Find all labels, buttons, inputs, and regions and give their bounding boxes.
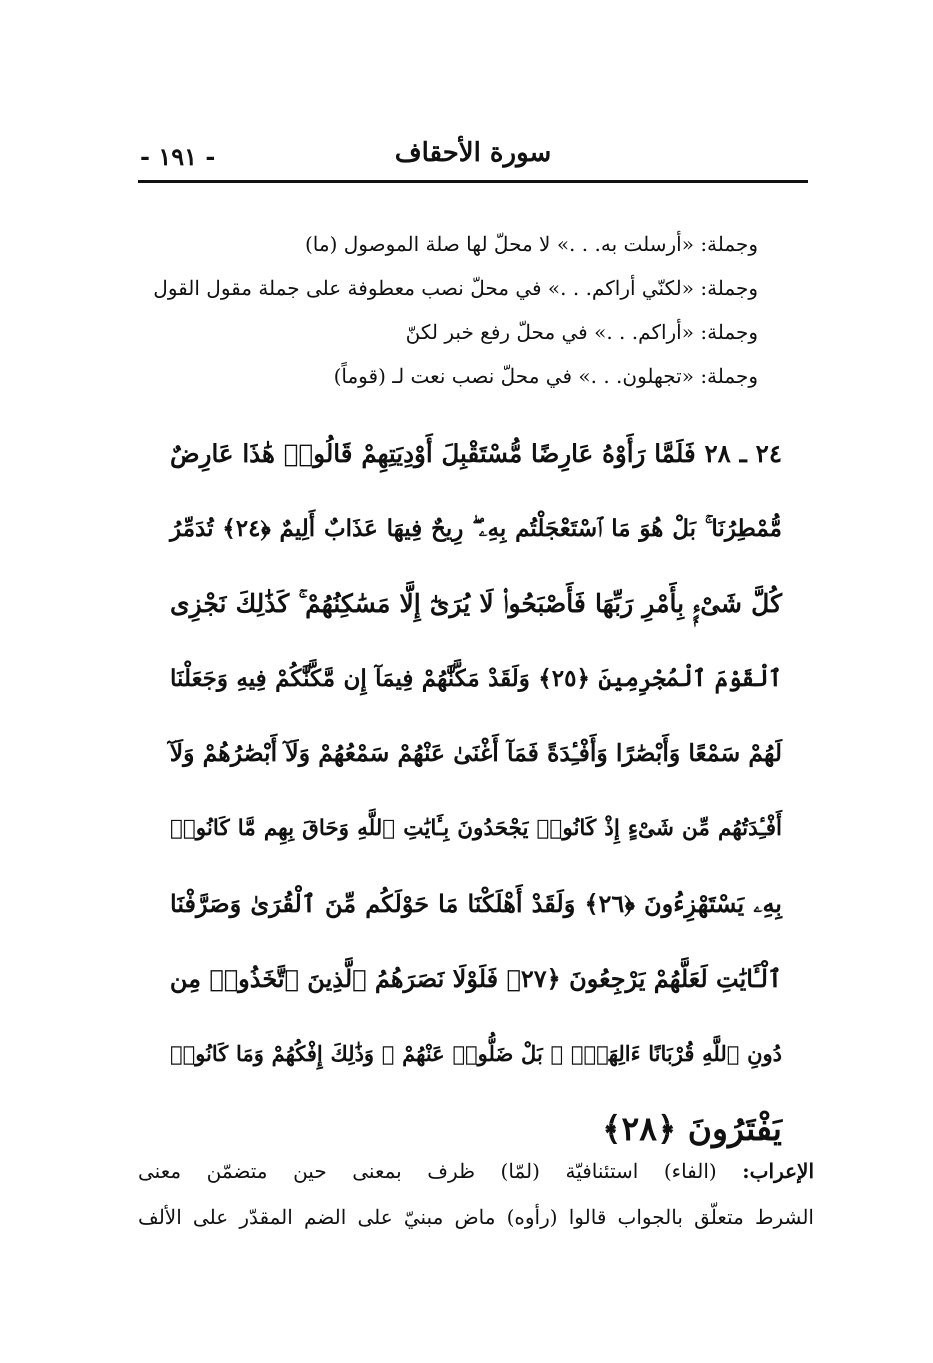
verse-line: يَفْتَرُونَ ﴿٢٨﴾ (602, 1109, 782, 1148)
note-line: وجملة: «أراكم. . .» في محلّ رفع خبر لكنّ (405, 320, 758, 344)
i3rab-line: الشرط متعلّق بالجواب قالوا (رأوه) ماض مبنيّ على الضم المقدّر على الألف (138, 1205, 814, 1229)
surah-title: سورة الأحقاف (394, 138, 552, 168)
verse-line: ٱلْـَٔايَٰتِ لَعَلَّهُمْ يَرْجِعُونَ ﴿٢٧﴾ فَلَوْلَا نَصَرَهُمُ ٱلَّذِينَ ٱتَّخَذُوا۟ مِن (169, 964, 782, 993)
verse-line: كُلَّ شَىْءٍۭ بِأَمْرِ رَبِّهَا فَأَصْبَحُوا۟ لَا يُرَىٰٓ إِلَّا مَسَٰكِنُهُمْ ۚ كَذَٰلِكَ نَجْزِى (170, 589, 782, 618)
note-line: وجملة: «أرسلت به. . .» لا محلّ لها صلة الموصول (ما) (304, 232, 758, 256)
verse-line: ٢٤ ـ ٢٨ فَلَمَّا رَأَوْهُ عَارِضًا مُّسْتَقْبِلَ أَوْدِيَتِهِمْ قَالُوا۟ هَٰذَا عَارِضٌ (170, 439, 782, 468)
note-line: وجملة: «لكنّي أراكم. . .» في محلّ نصب معطوفة على جملة مقول القول (153, 276, 758, 300)
grammar-notes (138, 222, 758, 398)
header-rule (138, 180, 808, 183)
quran-verses (170, 416, 782, 1166)
i3rab-line (138, 1148, 814, 1194)
verse-line: مُّمْطِرُنَا ۚ بَلْ هُوَ مَا ٱسْتَعْجَلْتُم بِهِۦ ۖ رِيحٌ فِيهَا عَذَابٌ أَلِيمٌ ﴿٢٤﴾ تُدَمِّرُ (170, 515, 782, 542)
verse-line: دُونِ ٱللَّهِ قُرْبَانًا ءَالِهَةًۢ ۖ بَلْ ضَلُّوا۟ عَنْهُمْ ۚ وَذَٰلِكَ إِفْكُهُمْ وَمَا كَانُوا۟ (170, 1041, 782, 1066)
i3rab-section (138, 1148, 814, 1240)
page-number: - ١٩١ - (140, 142, 216, 171)
verse-line: ٱلْقَوْمَ ٱلْمُجْرِمِينَ ﴿٢٥﴾ وَلَقَدْ مَكَّنَّٰهُمْ فِيمَآ إِن مَّكَّنَّٰكُمْ فِيهِ وَجَعَلْنَا (170, 665, 782, 692)
note-line: وجملة: «تجهلون. . .» في محلّ نصب نعت لـ (قوماً) (333, 364, 758, 388)
i3rab-text: (الفاء) استئنافيّة (لمّا) ظرف بمعنى حين متضمّن معنى (138, 1159, 717, 1183)
i3rab-heading: الإعراب: (742, 1159, 814, 1183)
verse-line: بِهِۦ يَسْتَهْزِءُونَ ﴿٢٦﴾ وَلَقَدْ أَهْلَكْنَا مَا حَوْلَكُم مِّنَ ٱلْقُرَىٰ وَصَرَّفْنَا (170, 889, 782, 918)
page-header (138, 128, 808, 180)
verse-line: لَهُمْ سَمْعًا وَأَبْصَٰرًا وَأَفْـِٔدَةً فَمَآ أَغْنَىٰ عَنْهُمْ سَمْعُهُمْ وَلَآ أَبْصَٰرُهُمْ وَلَآ (169, 739, 782, 767)
verse-line: أَفْـِٔدَتُهُم مِّن شَىْءٍ إِذْ كَانُوا۟ يَجْحَدُونَ بِـَٔايَٰتِ ٱللَّهِ وَحَاقَ بِهِم مَّا كَانُوا۟ (170, 816, 782, 841)
